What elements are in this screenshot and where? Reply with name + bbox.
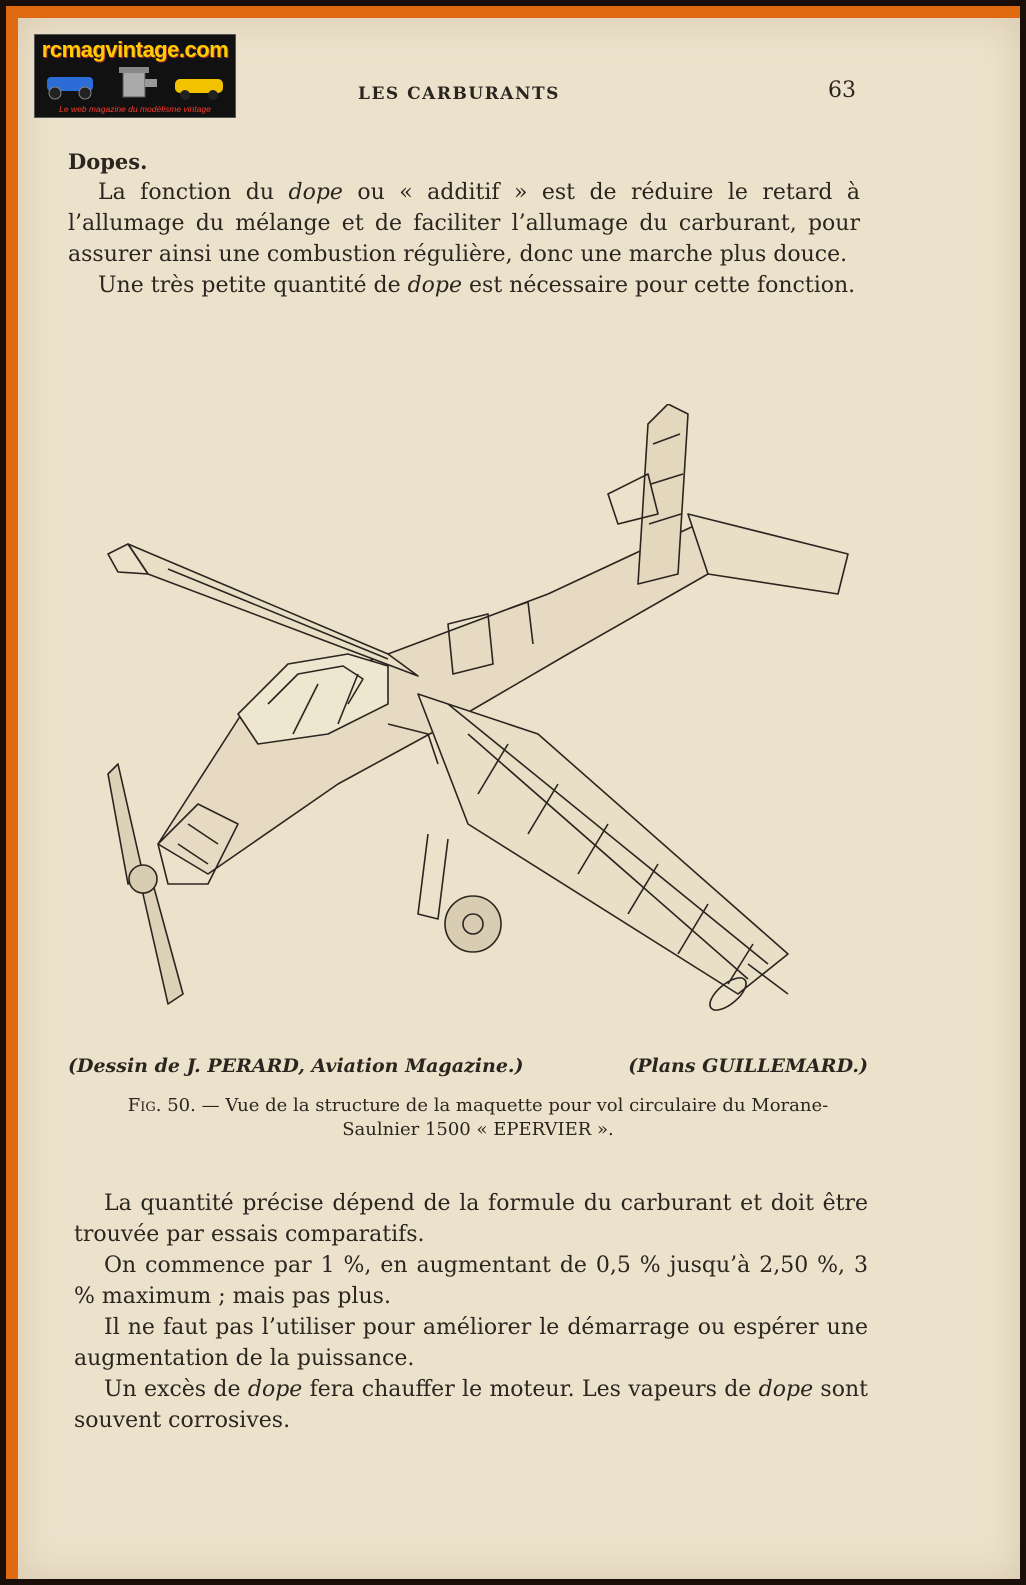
logo-vehicles-icon bbox=[43, 65, 229, 101]
figure-caption bbox=[118, 1094, 838, 1142]
paragraph: Un excès de dope fera chauffer le moteur. Les vapeurs de dope sont souvent corrosives. bbox=[74, 1377, 868, 1433]
italic-term: dope bbox=[247, 1377, 303, 1402]
figure-label: Fig. 50. bbox=[127, 1095, 196, 1116]
figure-caption-text: — Vue de la structure de la maquette pour vol circulaire du Morane-Saulnier 1500 « EPERVIER ». bbox=[201, 1095, 829, 1140]
paragraph: On commence par 1 %, en augmentant de 0,5 % jusqu’à 2,50 %, 3 % maximum ; mais pas plus. bbox=[74, 1253, 868, 1309]
paragraph: Il ne faut pas l’utiliser pour améliorer le démarrage ou espérer une augmentation de la puissance. bbox=[74, 1315, 868, 1371]
figure-credit bbox=[68, 1055, 868, 1077]
page-number: 63 bbox=[828, 78, 856, 103]
paragraph: La quantité précise dépend de la formule du carburant et doit être trouvée par essais comparatifs. bbox=[74, 1191, 868, 1247]
site-logo[interactable] bbox=[34, 34, 236, 118]
airplane-illustration bbox=[88, 404, 878, 1044]
figure-credit-left: (Dessin de J. PERARD, Aviation Magazine.) bbox=[68, 1055, 524, 1077]
section-dopes bbox=[68, 146, 860, 301]
figure-credit-right: (Plans GUILLEMARD.) bbox=[628, 1055, 868, 1077]
paragraph: Une très petite quantité de dope est nécessaire pour cette fonction. bbox=[98, 273, 856, 298]
section-continuation bbox=[74, 1188, 868, 1436]
book-page bbox=[18, 18, 1020, 1579]
section-heading: Dopes. bbox=[68, 149, 148, 174]
italic-term: dope bbox=[288, 180, 343, 205]
paragraph: La fonction du dope ou « additif » est de réduire le retard à l’allumage du mélange et de faciliter l’allumage du carburant, pour assurer ainsi une combustion régulière, donc une marche plus douce. bbox=[68, 180, 860, 267]
italic-term: dope bbox=[758, 1377, 814, 1402]
logo-text: rcmagvintage.com bbox=[41, 37, 229, 62]
running-head: LES CARBURANTS bbox=[358, 84, 560, 104]
logo-tagline: Le web magazine du modélisme vintage bbox=[59, 104, 211, 114]
italic-term: dope bbox=[407, 273, 463, 298]
